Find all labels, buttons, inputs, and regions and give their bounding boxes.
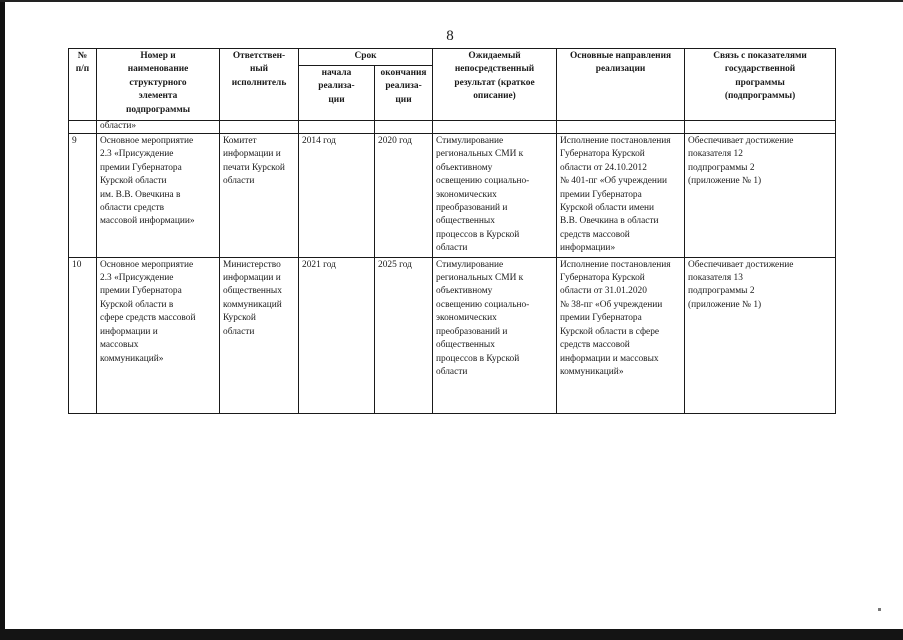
table-row <box>69 257 836 413</box>
row-end: 2020 год <box>375 134 433 258</box>
row-responsible: Министерство информации и общественных коммуникаций Курской области <box>220 257 299 413</box>
row-result: Стимулирование региональных СМИ к объективному освещению социально- экономических преобразований и общественных процессов в Курской области <box>433 257 557 413</box>
row-result: Стимулирование региональных СМИ к объективному освещению социально- экономических преобразований и общественных процессов в Курской области <box>433 134 557 258</box>
row-start: 2021 год <box>299 257 375 413</box>
scan-speck <box>878 608 881 611</box>
table-row-continuation <box>69 121 836 134</box>
continuation-name-cell: области» <box>97 121 220 134</box>
header-num: № п/п <box>69 49 97 121</box>
scan-edge-bottom <box>0 629 903 640</box>
header-responsible: Ответствен- ный исполнитель <box>220 49 299 121</box>
row-link: Обеспечивает достижение показателя 12 подпрограммы 2 (приложение № 1) <box>685 134 836 258</box>
header-directions: Основные направления реализации <box>557 49 685 121</box>
row-directions: Исполнение постановления Губернатора Курской области от 31.01.2020 № 38-пг «Об учреждении премии Губернатора Курской области в сфере средств массовой информации и массовых коммуникаций» <box>557 257 685 413</box>
continuation-num-cell <box>69 121 97 134</box>
header-result: Ожидаемый непосредственный результат (краткое описание) <box>433 49 557 121</box>
continuation-empty-cell <box>433 121 557 134</box>
row-end: 2025 год <box>375 257 433 413</box>
row-responsible: Комитет информации и печати Курской области <box>220 134 299 258</box>
row-name: Основное мероприятие 2.3 «Присуждение премии Губернатора Курской области в сфере средств массовой информации и массовых коммуникаций» <box>97 257 220 413</box>
table-header-row <box>69 49 836 66</box>
row-link: Обеспечивает достижение показателя 13 подпрограммы 2 (приложение № 1) <box>685 257 836 413</box>
continuation-empty-cell <box>557 121 685 134</box>
page-number: 8 <box>446 28 454 44</box>
header-end: окончания реализа- ции <box>375 66 433 121</box>
row-name: Основное мероприятие 2.3 «Присуждение премии Губернатора Курской области им. В.В. Овечкина в области средств массовой информации» <box>97 134 220 258</box>
program-table <box>68 48 836 414</box>
row-num: 9 <box>69 134 97 258</box>
header-start: начала реализа- ции <box>299 66 375 121</box>
header-link: Связь с показателями государственной программы (подпрограммы) <box>685 49 836 121</box>
continuation-empty-cell <box>685 121 836 134</box>
scan-edge-top <box>0 0 903 2</box>
continuation-empty-cell <box>299 121 375 134</box>
header-term: Срок <box>299 49 433 66</box>
continuation-empty-cell <box>375 121 433 134</box>
table-row <box>69 134 836 258</box>
row-directions: Исполнение постановления Губернатора Курской области от 24.10.2012 № 401-пг «Об учреждении премии Губернатора Курской области имени В.В. Овечкина в области средств массовой информации» <box>557 134 685 258</box>
scan-edge-left <box>0 0 5 640</box>
row-start: 2014 год <box>299 134 375 258</box>
continuation-empty-cell <box>220 121 299 134</box>
header-name: Номер и наименование структурного элемента подпрограммы <box>97 49 220 121</box>
row-num: 10 <box>69 257 97 413</box>
